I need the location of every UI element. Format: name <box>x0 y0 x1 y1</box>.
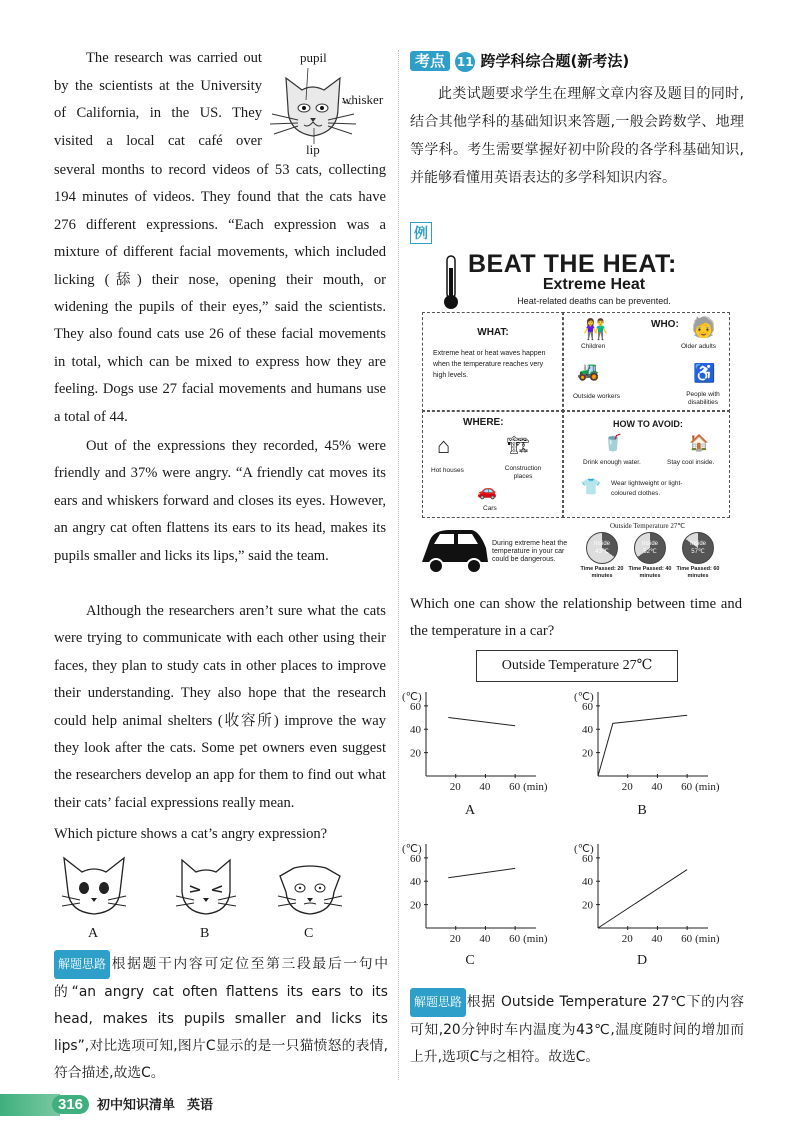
gauge-3 <box>676 532 720 580</box>
intro-line-2: by the scientists at the University <box>54 78 262 94</box>
kaodian-intro: 此类试题要求学生在理解文章内容及题目的同时,结合其他学科的基础知识来答题,一般会跨数学、地理等学科。考生需要掌握好初中阶段的各学科基础知识,并能够看懂用英语表达的多学科知识内容。 <box>410 86 744 186</box>
cat-c-icon <box>274 852 346 916</box>
car-icon <box>420 522 490 582</box>
y-tick-label: 40 <box>410 724 421 737</box>
gauge-3-time: Time Passed: 60 minutes <box>676 566 720 579</box>
y-tick-label: 60 <box>410 700 421 713</box>
gauge-1-dial <box>586 532 618 564</box>
gauge-2-inside: Inside 52℃ <box>641 541 658 555</box>
car-small-icon: 🚗 <box>477 483 497 500</box>
chart-b-caption: B <box>637 803 647 818</box>
label-whisker: whisker <box>342 92 384 107</box>
cat-a-icon <box>58 852 130 916</box>
avoid-clothes: Wear lightweight or light-coloured clothes. <box>611 480 683 497</box>
analysis-text-right: 根据 Outside Temperature 27℃下的内容可知,20分钟时车内温度为43℃,温度随时间的增加而上升,选项C与之相符。故选C。 <box>410 994 744 1065</box>
analysis-tag-left: 解题思路 <box>54 950 110 979</box>
poster-subtitle: Extreme Heat <box>542 276 646 293</box>
who-older-adults: Older adults <box>681 343 717 350</box>
book-title: 初中知识清单 <box>97 1098 176 1113</box>
where-cars: Cars <box>483 505 497 512</box>
example-label: 例 <box>410 222 432 244</box>
footer-bar <box>0 1094 60 1116</box>
paragraph-1-rest: several months to record videos of 53 cats, collecting 194 minutes of videos. They found that the cats have 276 different expressions. “Each expression was a mixture of different facial movements, which included licking (舔) their nose, opening their mouth, or widening the pupils of their eyes,” said the scientists. They also found cats use 26 of these facial movements in total, which can be mixed to express how they are feeling. Dogs use 27 facial movements and humans use a total of 44. <box>54 162 386 425</box>
question-cat: Which picture shows a cat’s angry expression? <box>54 826 328 842</box>
y-axis-label: (℃) <box>574 843 594 855</box>
x-tick-label: 60 <box>681 781 693 793</box>
y-tick-label: 20 <box>410 899 421 912</box>
y-tick-label: 60 <box>582 700 593 713</box>
kaodian-header <box>410 50 629 72</box>
chart-a-caption: A <box>464 803 476 818</box>
intro-line-1: The research was carried out <box>86 50 262 66</box>
gauge-1-time: Time Passed: 20 minutes <box>580 566 624 579</box>
poster-tagline: Heat-related deaths can be prevented. <box>517 296 671 306</box>
intro-line-4: visited a local cat café over <box>54 133 262 149</box>
label-pupil: pupil <box>300 50 327 65</box>
intro-line-3: of California, in the US. They <box>54 105 262 121</box>
gauge-2-time: Time Passed: 40 minutes <box>628 566 672 579</box>
y-tick-label: 40 <box>582 724 593 737</box>
where-heading: WHERE: <box>463 417 504 428</box>
house-ac-icon: 🏠 <box>689 435 709 452</box>
option-a-label: A <box>88 926 99 941</box>
x-tick-label: 40 <box>651 933 663 945</box>
gauge-2 <box>628 532 672 580</box>
x-axis-label: (min) <box>523 781 548 793</box>
x-axis-label: (min) <box>695 933 720 945</box>
cat-option-a <box>58 852 130 942</box>
where-box <box>422 410 564 518</box>
what-text: Extreme heat or heat waves happen when the temperature reaches very high levels. <box>433 350 546 379</box>
beat-the-heat-poster <box>420 250 732 588</box>
car-warning-text: During extreme heat the temperature in your car could be dangerous. <box>492 540 568 563</box>
cat-option-b <box>170 852 242 942</box>
x-tick-label: 20 <box>621 781 633 793</box>
cat-diagram <box>268 48 396 158</box>
x-axis-label: (min) <box>523 933 548 945</box>
chart-a <box>400 688 548 798</box>
label-lip: lip <box>306 142 320 157</box>
who-outside-workers: Outside workers <box>573 393 620 400</box>
option-c-label: C <box>304 926 314 941</box>
page-number: 316 <box>52 1095 89 1114</box>
x-tick-label: 20 <box>449 781 461 793</box>
cat-b-icon <box>170 852 242 916</box>
y-axis-label: (℃) <box>402 843 422 855</box>
poster-outside-temp: Outside Temperature 27℃ <box>610 522 686 530</box>
y-axis-label: (℃) <box>402 691 422 703</box>
older-adults-icon: 🧓 <box>691 317 716 339</box>
y-tick-label: 40 <box>410 876 421 889</box>
paragraph-3: Although the researchers aren’t sure what the cats were trying to communicate with each other using their faces, they plan to study cats in other places to improve their understanding. They also hope that the research could help animal shelters (收容所) improve the way they look after the cats. Some pet owners even suggest the researchers develop an app for them to find out what their cats’ facial expressions really mean. <box>54 603 386 811</box>
x-tick-label: 60 <box>681 933 693 945</box>
chart-c-caption: C <box>465 953 475 968</box>
gauge-1 <box>580 532 624 580</box>
poster-title: BEAT THE HEAT: <box>468 250 677 278</box>
analysis-text-left: 根据题干内容可定位至第三段最后一句中的“an angry cat often flattens its ears to its head, makes its pupils smaller and licks its lips”,对比选项可知,图片C显示的是一只猫愤怒的表情,符合描述,故选C。 <box>54 956 388 1081</box>
x-tick-label: 60 <box>509 781 521 793</box>
analysis-tag-right: 解题思路 <box>410 988 466 1017</box>
x-tick-label: 40 <box>651 781 663 793</box>
who-box <box>562 312 730 412</box>
thermometer-icon <box>442 254 460 312</box>
subject: 英语 <box>187 1098 214 1113</box>
who-heading: WHO: <box>651 319 679 330</box>
kaodian-number: 11 <box>455 52 475 72</box>
chart-c <box>400 840 548 950</box>
series-line-C <box>448 868 515 877</box>
analysis-left <box>54 950 388 1087</box>
y-tick-label: 60 <box>582 852 593 865</box>
children-icon: 👫 <box>583 319 608 341</box>
what-box <box>422 312 564 412</box>
paragraph-2: Out of the expressions they recorded, 45% were friendly and 37% were angry. “A friendly cat moves its ears and whiskers forward and closes its eyes. However, an angry cat often flattens its ears to its head, makes its pupils smaller and licks its lips,” said the team. <box>54 438 386 564</box>
clothes-icon: 👕 <box>581 479 601 496</box>
option-b-label: B <box>200 926 210 941</box>
avoid-stay-inside: Stay cool inside. <box>667 459 715 466</box>
analysis-right <box>410 988 744 1071</box>
x-tick-label: 40 <box>479 933 491 945</box>
footer <box>52 1094 213 1116</box>
series-line-B <box>598 715 687 776</box>
cat-option-c <box>274 852 346 942</box>
chart-d <box>572 840 720 950</box>
gauge-3-inside: Inside 57℃ <box>689 541 706 555</box>
avoid-water: Drink enough water. <box>583 459 641 466</box>
x-tick-label: 20 <box>621 933 633 945</box>
kaodian-label: 考点 <box>410 51 450 71</box>
y-tick-label: 60 <box>410 852 421 865</box>
avoid-heading: HOW TO AVOID: <box>613 419 683 429</box>
question-car: Which one can show the relationship between time and the temperature in a car? <box>410 596 742 640</box>
y-tick-label: 40 <box>582 876 593 889</box>
where-construction: Construction places <box>504 465 542 480</box>
x-tick-label: 40 <box>479 781 491 793</box>
x-tick-label: 60 <box>509 933 521 945</box>
series-line-A <box>448 718 515 726</box>
house-icon: ⌂ <box>437 433 451 458</box>
column-divider <box>398 50 399 1080</box>
construction-icon: 🏗 <box>507 435 530 455</box>
x-axis-label: (min) <box>695 781 720 793</box>
chart-d-caption: D <box>636 953 648 968</box>
chart-b <box>572 688 720 798</box>
outside-workers-icon: 🚜 <box>577 361 600 381</box>
gauge-3-dial <box>682 532 714 564</box>
outside-temp-box: Outside Temperature 27℃ <box>476 650 678 682</box>
y-tick-label: 20 <box>410 747 421 760</box>
what-heading: WHAT: <box>477 327 509 338</box>
kaodian-title: 跨学科综合题(新考法) <box>480 52 630 70</box>
y-tick-label: 20 <box>582 899 593 912</box>
who-children: Children <box>581 343 606 350</box>
water-icon: 🥤 <box>603 435 623 452</box>
avoid-box <box>562 410 730 518</box>
gauge-1-inside: Inside 43℃ <box>593 541 610 555</box>
x-tick-label: 20 <box>449 933 461 945</box>
who-disabilities: People with disabilities <box>686 391 720 406</box>
where-hot-houses: Hot houses <box>431 467 464 474</box>
y-tick-label: 20 <box>582 747 593 760</box>
y-axis-label: (℃) <box>574 691 594 703</box>
series-line-D <box>598 870 687 928</box>
gauge-2-dial <box>634 532 666 564</box>
disabilities-icon: ♿ <box>693 363 716 383</box>
